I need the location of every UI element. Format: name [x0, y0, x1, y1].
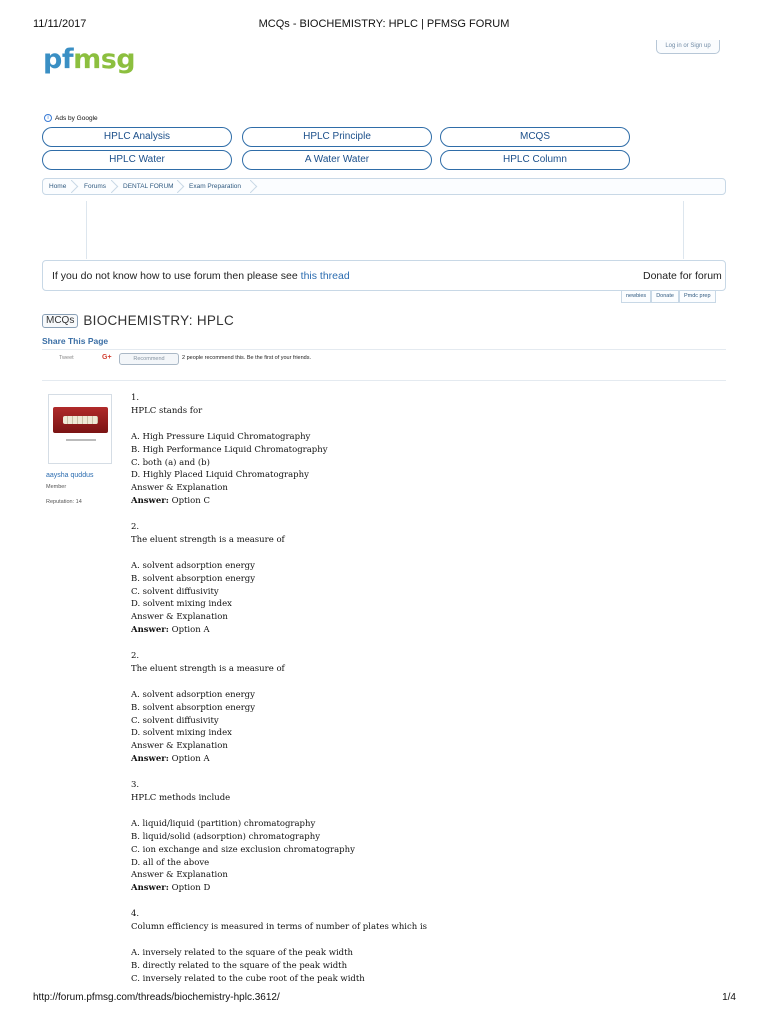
question-number: 4. — [131, 909, 140, 920]
site-logo[interactable] — [43, 44, 135, 75]
question-spacer — [131, 676, 691, 689]
print-url: http://forum.pfmsg.com/threads/biochemistry-hplc.3612/ — [33, 992, 280, 1003]
question-option: B. solvent absorption energy — [131, 573, 256, 584]
question-option: A. solvent adsorption energy — [131, 560, 255, 571]
avatar-teeth-graphic — [63, 416, 98, 424]
mcq-question — [131, 392, 691, 521]
share-heading: Share This Page — [42, 336, 109, 346]
question-answer — [131, 495, 691, 508]
mcq-question — [131, 650, 691, 779]
answer-label: Answer: — [131, 625, 169, 636]
question-text: HPLC methods include — [131, 793, 231, 803]
logo-part-msg: msg — [73, 44, 136, 75]
ad-link-mcqs[interactable]: MCQS — [440, 127, 630, 147]
breadcrumb-home[interactable]: Home — [49, 183, 67, 190]
question-answer — [131, 753, 691, 766]
question-text: The eluent strength is a measure of — [131, 534, 285, 545]
question-option: B. liquid/solid (adsorption) chromatography — [131, 831, 321, 842]
breadcrumb — [42, 178, 726, 195]
answer-value: Option C — [171, 496, 210, 507]
question-option: C. both (a) and (b) — [131, 457, 210, 468]
share-divider — [42, 349, 726, 350]
question-spacer — [131, 895, 691, 908]
mcq-question — [131, 908, 691, 985]
thread-prefix-tag[interactable]: MCQs — [42, 314, 78, 328]
question-answer — [131, 882, 691, 895]
question-number: 2. — [131, 522, 140, 533]
question-option: D. all of the above — [131, 857, 210, 868]
recommend-text: 2 people recommend this. Be the first of your friends. — [182, 355, 312, 361]
question-text: The eluent strength is a measure of — [131, 663, 285, 674]
ad-link-a-water-water[interactable]: A Water Water — [242, 150, 432, 170]
answer-value: Option A — [171, 625, 210, 636]
mcq-question — [131, 779, 691, 908]
google-plus-icon[interactable]: G+ — [102, 354, 112, 361]
question-text: Column efficiency is measured in terms of number of plates which is — [131, 922, 428, 933]
question-spacer — [131, 805, 691, 818]
forum-notice — [42, 260, 726, 291]
avatar[interactable] — [48, 394, 112, 464]
print-date: 11/11/2017 — [33, 18, 87, 30]
print-header — [0, 18, 768, 32]
question-option: C. inversely related to the cube root of the peak width — [131, 973, 365, 984]
breadcrumb-separator-icon — [250, 180, 258, 193]
question-text: HPLC stands for — [131, 405, 203, 416]
question-option: B. directly related to the square of the peak width — [131, 960, 348, 971]
question-option: B. High Performance Liquid Chromatography — [131, 444, 328, 455]
question-option: B. solvent absorption energy — [131, 702, 256, 713]
question-number: 2. — [131, 651, 140, 662]
question-option: A. High Pressure Liquid Chromatography — [131, 431, 311, 442]
question-option: A. liquid/liquid (partition) chromatography — [131, 818, 316, 829]
print-title: MCQs - BIOCHEMISTRY: HPLC | PFMSG FORUM — [258, 18, 510, 30]
question-spacer — [131, 766, 691, 779]
thread-title — [42, 313, 234, 328]
ad-link-hplc-column[interactable]: HPLC Column — [440, 150, 630, 170]
question-spacer — [131, 508, 691, 521]
answer-explanation-link[interactable]: Answer & Explanation — [131, 870, 228, 881]
breadcrumb-separator-icon — [71, 180, 79, 193]
author-user-title: Member — [46, 484, 67, 490]
question-option: D. solvent mixing index — [131, 728, 232, 739]
author-username[interactable]: aaysha quddus — [46, 472, 94, 479]
ads-label-text: Ads by Google — [55, 114, 98, 122]
answer-explanation-link[interactable]: Answer & Explanation — [131, 741, 228, 752]
question-option: A. inversely related to the square of the peak width — [131, 947, 354, 958]
logo-part-pf: pf — [43, 44, 74, 75]
breadcrumb-separator-icon — [111, 180, 119, 193]
recommend-button[interactable]: Recommend — [119, 353, 179, 365]
thread-title-text: BIOCHEMISTRY: HPLC — [83, 313, 235, 328]
question-option: C. ion exchange and size exclusion chromatography — [131, 844, 355, 855]
answer-explanation-link[interactable]: Answer & Explanation — [131, 612, 228, 623]
question-spacer — [131, 934, 691, 947]
login-signup-button[interactable]: Log in or Sign up — [656, 40, 720, 54]
answer-label: Answer: — [131, 883, 169, 894]
ad-link-hplc-analysis[interactable]: HPLC Analysis — [42, 127, 232, 147]
answer-value: Option D — [171, 883, 211, 894]
question-spacer — [131, 547, 691, 560]
notice-thread-link[interactable]: this thread — [300, 270, 350, 282]
avatar-image — [53, 407, 108, 433]
post-divider — [42, 380, 726, 381]
question-option: C. solvent diffusivity — [131, 715, 219, 726]
tweet-button[interactable]: Tweet — [59, 355, 74, 361]
mcq-question — [131, 521, 691, 650]
print-page-number: 1/4 — [722, 992, 736, 1003]
post-body — [131, 392, 691, 986]
answer-label: Answer: — [131, 496, 169, 507]
quick-link-pmdc-prep[interactable]: Pmdc prep — [679, 291, 716, 303]
question-option: D. solvent mixing index — [131, 599, 232, 610]
quick-links — [621, 291, 716, 303]
author-reputation: Reputation: 14 — [46, 499, 82, 505]
info-icon[interactable]: i — [44, 114, 52, 122]
question-answer — [131, 624, 691, 637]
donate-text[interactable]: Donate for forum — [643, 270, 722, 282]
ad-link-hplc-principle[interactable]: HPLC Principle — [242, 127, 432, 147]
breadcrumb-dental-forum[interactable]: DENTAL FORUM — [123, 183, 174, 190]
breadcrumb-forums[interactable]: Forums — [84, 183, 107, 190]
ad-link-hplc-water[interactable]: HPLC Water — [42, 150, 232, 170]
question-option: D. Highly Placed Liquid Chromatography — [131, 470, 309, 481]
breadcrumb-exam-preparation[interactable]: Exam Preparation — [189, 183, 242, 190]
answer-label: Answer: — [131, 754, 169, 765]
question-spacer — [131, 637, 691, 650]
breadcrumb-separator-icon — [177, 180, 185, 193]
quick-link-newbies[interactable]: newbies — [621, 291, 651, 303]
notice-text — [52, 270, 350, 282]
question-number: 3. — [131, 780, 140, 791]
avatar-caption — [66, 439, 96, 441]
quick-link-donate[interactable]: Donate — [651, 291, 679, 303]
question-option: A. solvent adsorption energy — [131, 689, 255, 700]
question-spacer — [131, 418, 691, 431]
ads-by-google — [44, 114, 98, 122]
answer-explanation-link[interactable]: Answer & Explanation — [131, 483, 228, 494]
question-option: C. solvent diffusivity — [131, 586, 219, 597]
notice-message: If you do not know how to use forum then please see — [52, 270, 298, 282]
question-number: 1. — [131, 393, 140, 403]
answer-value: Option A — [171, 754, 210, 765]
